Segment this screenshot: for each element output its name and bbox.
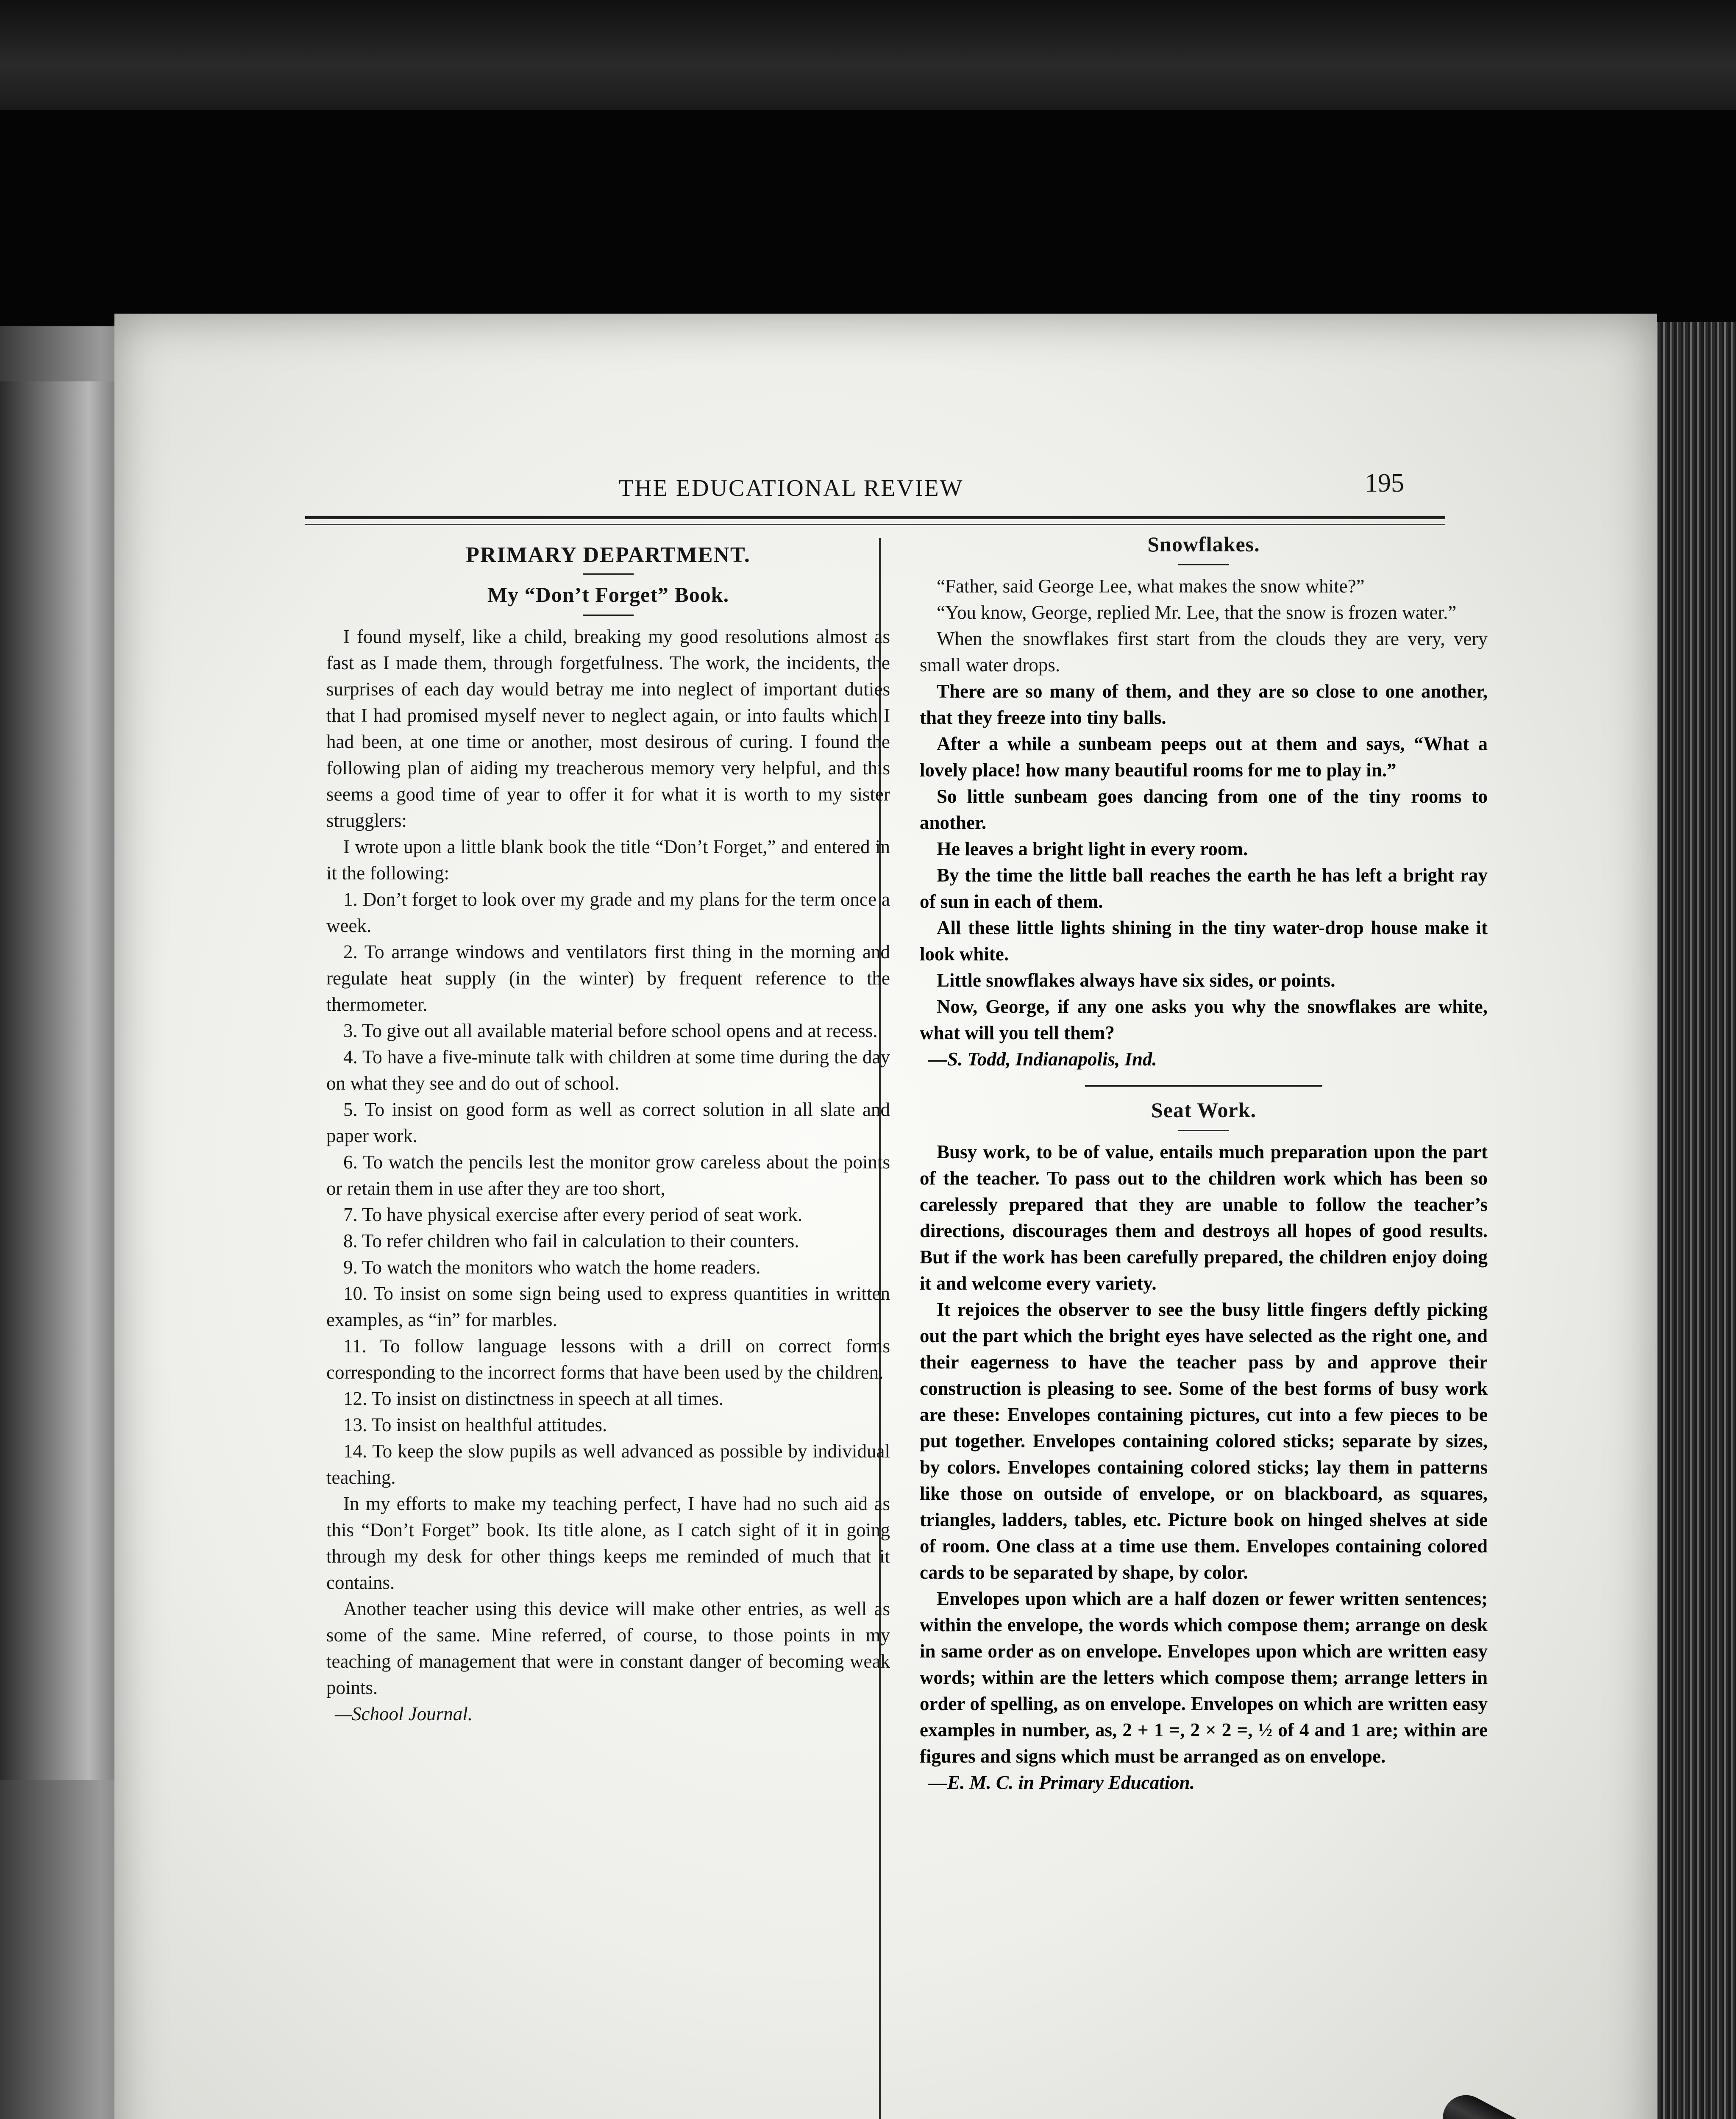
- paragraph: Now, George, if any one asks you why the snowflakes are white, what will you tell them?: [920, 996, 1488, 1043]
- list-item: 13. To insist on healthful attitudes.: [343, 1414, 607, 1435]
- paragraph: There are so many of them, and they are so close to one another, that they freeze into tiny balls.: [920, 681, 1488, 728]
- paragraph: It rejoices the observer to see the busy little fingers deftly picking out the part which the bright eyes have selected as the right one, and their eagerness to have the teacher pass by and approve their construction is pleasing to see. Some of the best forms of busy work are these: Envelopes containing pictures, cut into a few pieces to be put together. Envelopes containing colored sticks; separate by sizes, by colors. Envelopes containing colored sticks; lay them in patterns like those on outside of envelope, or on blackboard, as squares, triangles, ladders, tables, etc. Picture book on hinged shelves at side of room. One class at a time use them. Envelopes containing colored cards to be separated by shape, by color.: [920, 1299, 1488, 1583]
- article-title: My “Don’t Forget” Book.: [487, 583, 729, 606]
- list-item: 9. To watch the monitors who watch the home readers.: [343, 1257, 761, 1278]
- paragraph: Little snowflakes always have six sides, or points.: [937, 970, 1335, 991]
- source-credit: —School Journal.: [335, 1703, 473, 1724]
- paragraph: Another teacher using this device will make other entries, as well as some of the same. Mine referred, of course, to those points in my teaching of management that were in constant danger of becoming weak points.: [326, 1598, 890, 1698]
- paragraph: I wrote upon a little blank book the title “Don’t Forget,” and entered in it the following:: [326, 836, 890, 884]
- list-item: 3. To give out all available material before school opens and at recess.: [343, 1020, 878, 1041]
- paragraph: So little sunbeam goes dancing from one of the tiny rooms to another.: [920, 786, 1488, 833]
- snowflakes-title: Snowflakes.: [1147, 532, 1260, 556]
- department-heading: PRIMARY DEPARTMENT.: [466, 543, 751, 567]
- list-item: 6. To watch the pencils lest the monitor grow careless about the points or retain them in use after they are too short,: [326, 1151, 890, 1199]
- title-rule: [1178, 1130, 1229, 1131]
- paragraph: In my efforts to make my teaching perfect, I have had no such aid as this “Don’t Forget” book. Its title alone, as I catch sight of it in going through my desk for other things keeps me reminded of much that it contains.: [326, 1493, 890, 1593]
- list-item: 4. To have a five-minute talk with children at some time during the day on what they see and do out of school.: [326, 1046, 890, 1094]
- list-item: 7. To have physical exercise after every period of seat work.: [343, 1204, 803, 1225]
- list-item: 12. To insist on distinctness in speech at all times.: [343, 1388, 724, 1409]
- list-item: 5. To insist on good form as well as correct solution in all slate and paper work.: [326, 1099, 890, 1146]
- right-column: [920, 532, 1488, 1796]
- list-item: 10. To insist on some sign being used to express quantities in written examples, as “in” for marbles.: [326, 1283, 890, 1330]
- list-item: 14. To keep the slow pupils as well advanced as possible by individual teaching.: [326, 1440, 890, 1488]
- paragraph: All these little lights shining in the tiny water-drop house make it look white.: [920, 917, 1488, 965]
- paragraph: “You know, George, replied Mr. Lee, that the snow is frozen water.”: [937, 602, 1457, 623]
- paragraph: After a while a sunbeam peeps out at them and says, “What a lovely place! how many beautiful rooms for me to play in.”: [920, 733, 1488, 781]
- section-separator: [1085, 1085, 1322, 1087]
- title-rule: [1178, 564, 1229, 565]
- source-credit: —S. Todd, Indianapolis, Ind.: [928, 1048, 1157, 1070]
- film-top-strip: [0, 0, 1736, 110]
- left-column: [326, 542, 890, 1727]
- paragraph: He leaves a bright light in every room.: [937, 838, 1248, 859]
- paragraph: “Father, said George Lee, what makes the snow white?”: [937, 576, 1365, 597]
- header-rule-thin: [305, 524, 1445, 525]
- list-item: 8. To refer children who fail in calculation to their counters.: [343, 1230, 799, 1251]
- paragraph: Busy work, to be of value, entails much preparation upon the part of the teacher. To pass out to the children work which has been so carelessly prepared that they are unable to follow the teacher’s directions, discourages them and destroys all hopes of good results. But if the work has been carefully prepared, the children enjoy doing it and welcome every variety.: [920, 1141, 1488, 1294]
- list-item: 2. To arrange windows and ventilators first thing in the morning and regulate heat supply (in the winter) by frequent reference to the thermometer.: [326, 941, 890, 1015]
- list-item: 11. To follow language lessons with a drill on correct forms corresponding to the incorrect forms that have been used by the children.: [326, 1335, 890, 1383]
- title-rule: [583, 615, 634, 616]
- source-credit: —E. M. C. in Primary Education.: [928, 1772, 1195, 1793]
- heading-rule: [583, 573, 634, 575]
- paragraph: By the time the little ball reaches the earth he has left a bright ray of sun in each of them.: [920, 865, 1488, 912]
- paragraph: When the snowflakes first start from the clouds they are very, very small water drops.: [920, 628, 1488, 676]
- paragraph: Envelopes upon which are a half dozen or fewer written sentences; within the envelope, the words which compose them; arrange on desk in same order as on envelope. Envelopes upon which are written easy words; within are the letters which compose them; arrange letters in order of spelling, as on envelope. Envelopes on which are written easy examples in number, as, 2 + 1 =, 2 × 2 =, ½ of 4 and 1 are; within are figures and signs which must be arranged as on envelope.: [920, 1588, 1488, 1767]
- header-rule: [305, 516, 1445, 519]
- running-head: THE EDUCATIONAL REVIEW: [619, 475, 964, 501]
- paragraph: I found myself, like a child, breaking my good resolutions almost as fast as I made them, through forgetfulness. The work, the incidents, the surprises of each day would betray me into neglect of important duties that I had promised myself never to neglect again, or into faults which I had been, at one time or another, most desirous of curing. I found the following plan of aiding my treacherous memory very helpful, and this seems a good time of year to offer it for what it is worth to my sister strugglers:: [326, 626, 890, 831]
- left-page-inner: [0, 381, 127, 1780]
- list-item: 1. Don’t forget to look over my grade and my plans for the term once a week.: [326, 889, 890, 936]
- page-number: 195: [1365, 469, 1404, 498]
- seatwork-title: Seat Work.: [1151, 1098, 1256, 1122]
